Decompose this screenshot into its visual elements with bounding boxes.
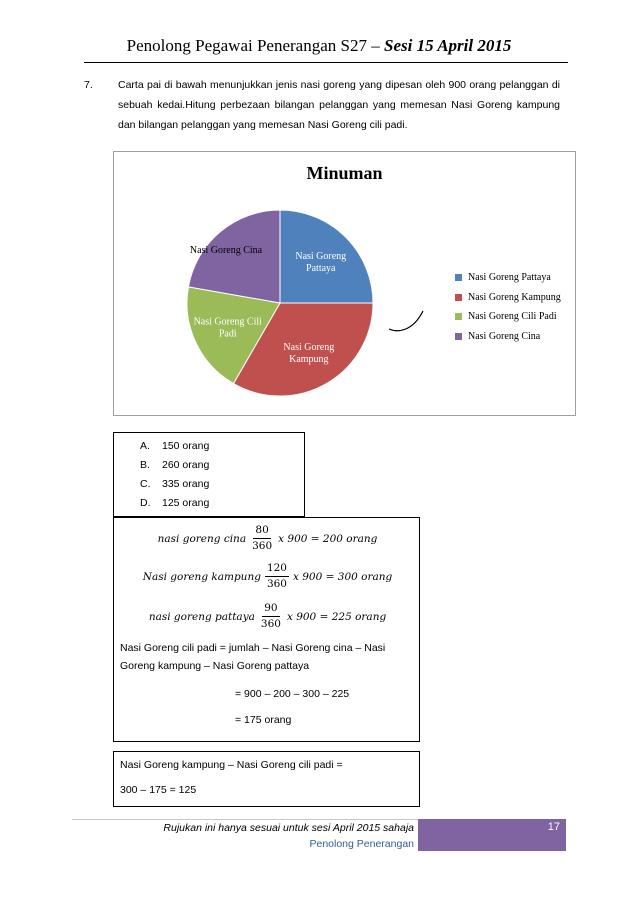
question-block	[84, 75, 560, 135]
final-line: Nasi Goreng kampung – Nasi Goreng cili padi =	[120, 759, 343, 771]
fraction	[250, 524, 274, 553]
page-header	[0, 36, 638, 56]
equation-rhs: x 900 = 200 orang	[278, 532, 378, 545]
header-title-session: Sesi 15 April 2015	[383, 36, 512, 55]
equation-lhs: nasi goreng pattaya	[148, 610, 255, 623]
answer-options-box	[113, 432, 305, 517]
option-text: 260 orang	[162, 458, 210, 471]
answer-option	[140, 455, 304, 474]
header-divider	[84, 62, 568, 63]
pie-slice-label: Nasi Goreng Cina	[189, 245, 263, 256]
legend-swatch	[455, 294, 462, 301]
legend-item	[455, 327, 561, 347]
footer-note: Rujukan ini hanya sesuai untuk sesi April 2015 sahaja	[163, 822, 414, 834]
legend-label: Nasi Goreng Kampung	[468, 291, 561, 303]
legend-swatch	[455, 274, 462, 281]
option-letter: B.	[140, 458, 150, 471]
fraction-denominator: 360	[260, 618, 281, 630]
fraction	[259, 602, 283, 631]
legend-label: Nasi Goreng Cina	[468, 330, 541, 342]
equation-rhs: x 900 = 225 orang	[286, 610, 387, 623]
legend-item	[455, 288, 561, 308]
working-box	[113, 517, 420, 742]
fraction	[265, 562, 289, 591]
fraction-numerator: 80	[253, 524, 270, 539]
equation-kampung	[114, 562, 421, 591]
page-number: 17	[418, 819, 566, 851]
question-number: 7.	[84, 79, 93, 91]
final-line: 300 – 175 = 125	[120, 784, 197, 796]
chart-title: Minuman	[306, 163, 383, 183]
fraction-numerator: 90	[262, 602, 279, 617]
working-line: = 900 – 200 – 300 – 225	[235, 688, 350, 700]
legend-label: Nasi Goreng Pattaya	[468, 272, 551, 284]
working-line: = 175 orang	[235, 714, 292, 726]
equation-rhs: x 900 = 300 orang	[292, 570, 393, 583]
fraction-denominator: 360	[252, 540, 273, 552]
pie-slice	[188, 210, 280, 303]
question-text: Carta pai di bawah menunjukkan jenis nasi goreng yang dipesan oleh 900 orang pelanggan di sebuah kedai.Hitung perbezaan bilangan pelanggan yang memesan Nasi Goreng kampung dan bilangan pelanggan yang memesan Nasi Goreng cili padi.	[118, 79, 560, 131]
pie-slice-label: Nasi Goreng Cili Padi	[193, 316, 262, 340]
answer-option	[140, 436, 304, 455]
equation-pattaya	[114, 602, 421, 631]
fraction-denominator: 360	[266, 578, 287, 590]
pie-slice-label: Nasi Goreng Kampung	[283, 341, 335, 365]
fraction-numerator: 120	[265, 562, 289, 577]
legend-item	[455, 307, 561, 327]
working-line: Goreng kampung – Nasi Goreng pattaya	[120, 660, 310, 672]
equation-lhs: nasi goreng cina	[157, 532, 247, 545]
option-text: 150 orang	[162, 439, 210, 452]
equation-lhs: Nasi goreng kampung	[142, 570, 261, 583]
legend-label: Nasi Goreng Cili Padi	[468, 311, 557, 323]
pen-annotation-stroke	[389, 311, 423, 331]
answer-option	[140, 474, 304, 493]
header-title-prefix: Penolong Pegawai Penerangan S27 –	[126, 36, 384, 55]
option-text: 125 orang	[162, 496, 210, 509]
legend-swatch	[455, 333, 462, 340]
legend-item	[455, 268, 561, 288]
option-text: 335 orang	[162, 477, 210, 490]
answer-option	[140, 493, 304, 512]
legend-swatch	[455, 313, 462, 320]
option-letter: D.	[140, 496, 151, 509]
option-letter: A.	[140, 439, 150, 452]
equation-cina	[114, 524, 421, 553]
final-answer-box	[113, 751, 420, 807]
working-line: Nasi Goreng cili padi = jumlah – Nasi Goreng cina – Nasi	[120, 642, 386, 654]
option-letter: C.	[140, 477, 151, 490]
pie-slice-label: Nasi Goreng Pattaya	[295, 251, 347, 275]
chart-legend	[455, 268, 561, 346]
footer-link[interactable]: Penolong Penerangan	[309, 838, 414, 850]
